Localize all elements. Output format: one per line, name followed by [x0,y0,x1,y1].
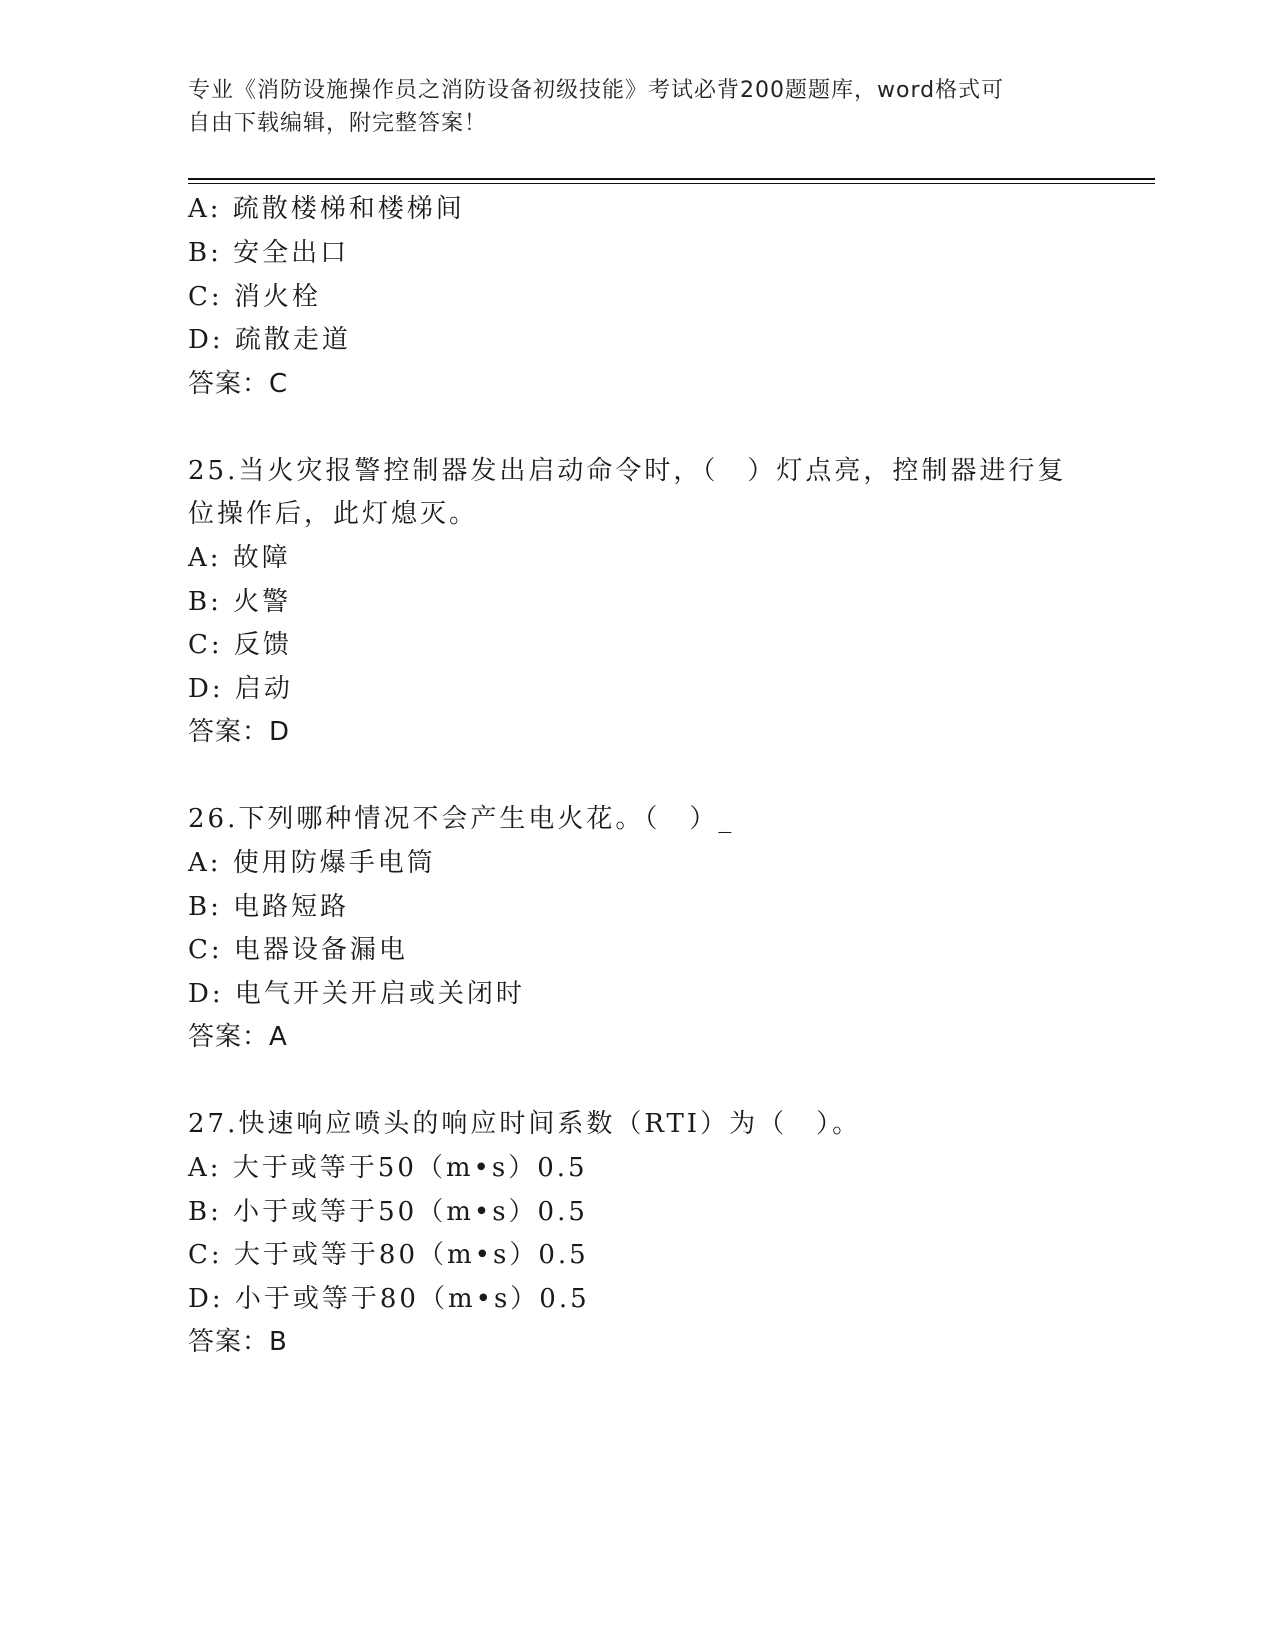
q26-option-d: D: 电气开关开启或关闭时 [188,979,525,1009]
q24-option-a: A: 疏散楼梯和楼梯间 [188,194,465,224]
q26-option-c: C: 电器设备漏电 [188,935,408,965]
document-header [188,74,1078,140]
q25-option-c: C: 反馈 [188,630,292,660]
q24-option-d: D: 疏散走道 [188,325,351,355]
q26-option-b: B: 电路短路 [188,892,350,922]
header-divider-thick [188,178,1155,180]
q27-option-c: C: 大于或等于80（m•s）0.5 [188,1240,589,1270]
q27-answer: 答案：B [188,1327,288,1357]
header-line-2: 自由下载编辑，附完整答案！ [188,111,488,136]
q26-answer: 答案：A [188,1022,288,1052]
q25-option-b: B: 火警 [188,587,292,617]
header-line-1: 专业《消防设施操作员之消防设备初级技能》考试必背200题题库，word格式可 [188,78,1005,103]
q24-option-c: C: 消火栓 [188,282,321,312]
q25-stem-line-2: 位操作后，此灯熄灭。 [188,499,479,529]
q25-answer: 答案：D [188,717,291,747]
q24-answer: 答案：C [188,369,289,399]
q27-option-b: B: 小于或等于50（m•s）0.5 [188,1197,588,1227]
q25-stem-line-1: 25.当火灾报警控制器发出启动命令时，（ ）灯点亮，控制器进行复 [188,456,1067,486]
q27-option-a: A: 大于或等于50（m•s）0.5 [188,1153,588,1183]
q26-stem: 26.下列哪种情况不会产生电火花。（ ）_ [188,804,735,834]
q24-option-b: B: 安全出口 [188,238,350,268]
q27-option-d: D: 小于或等于80（m•s）0.5 [188,1284,590,1314]
q25-option-d: D: 启动 [188,674,293,704]
q25-option-a: A: 故障 [188,543,291,573]
q27-stem: 27.快速响应喷头的响应时间系数（RTI）为（ ）。 [188,1109,862,1139]
header-divider-thin [188,183,1155,184]
q26-option-a: A: 使用防爆手电筒 [188,848,436,878]
